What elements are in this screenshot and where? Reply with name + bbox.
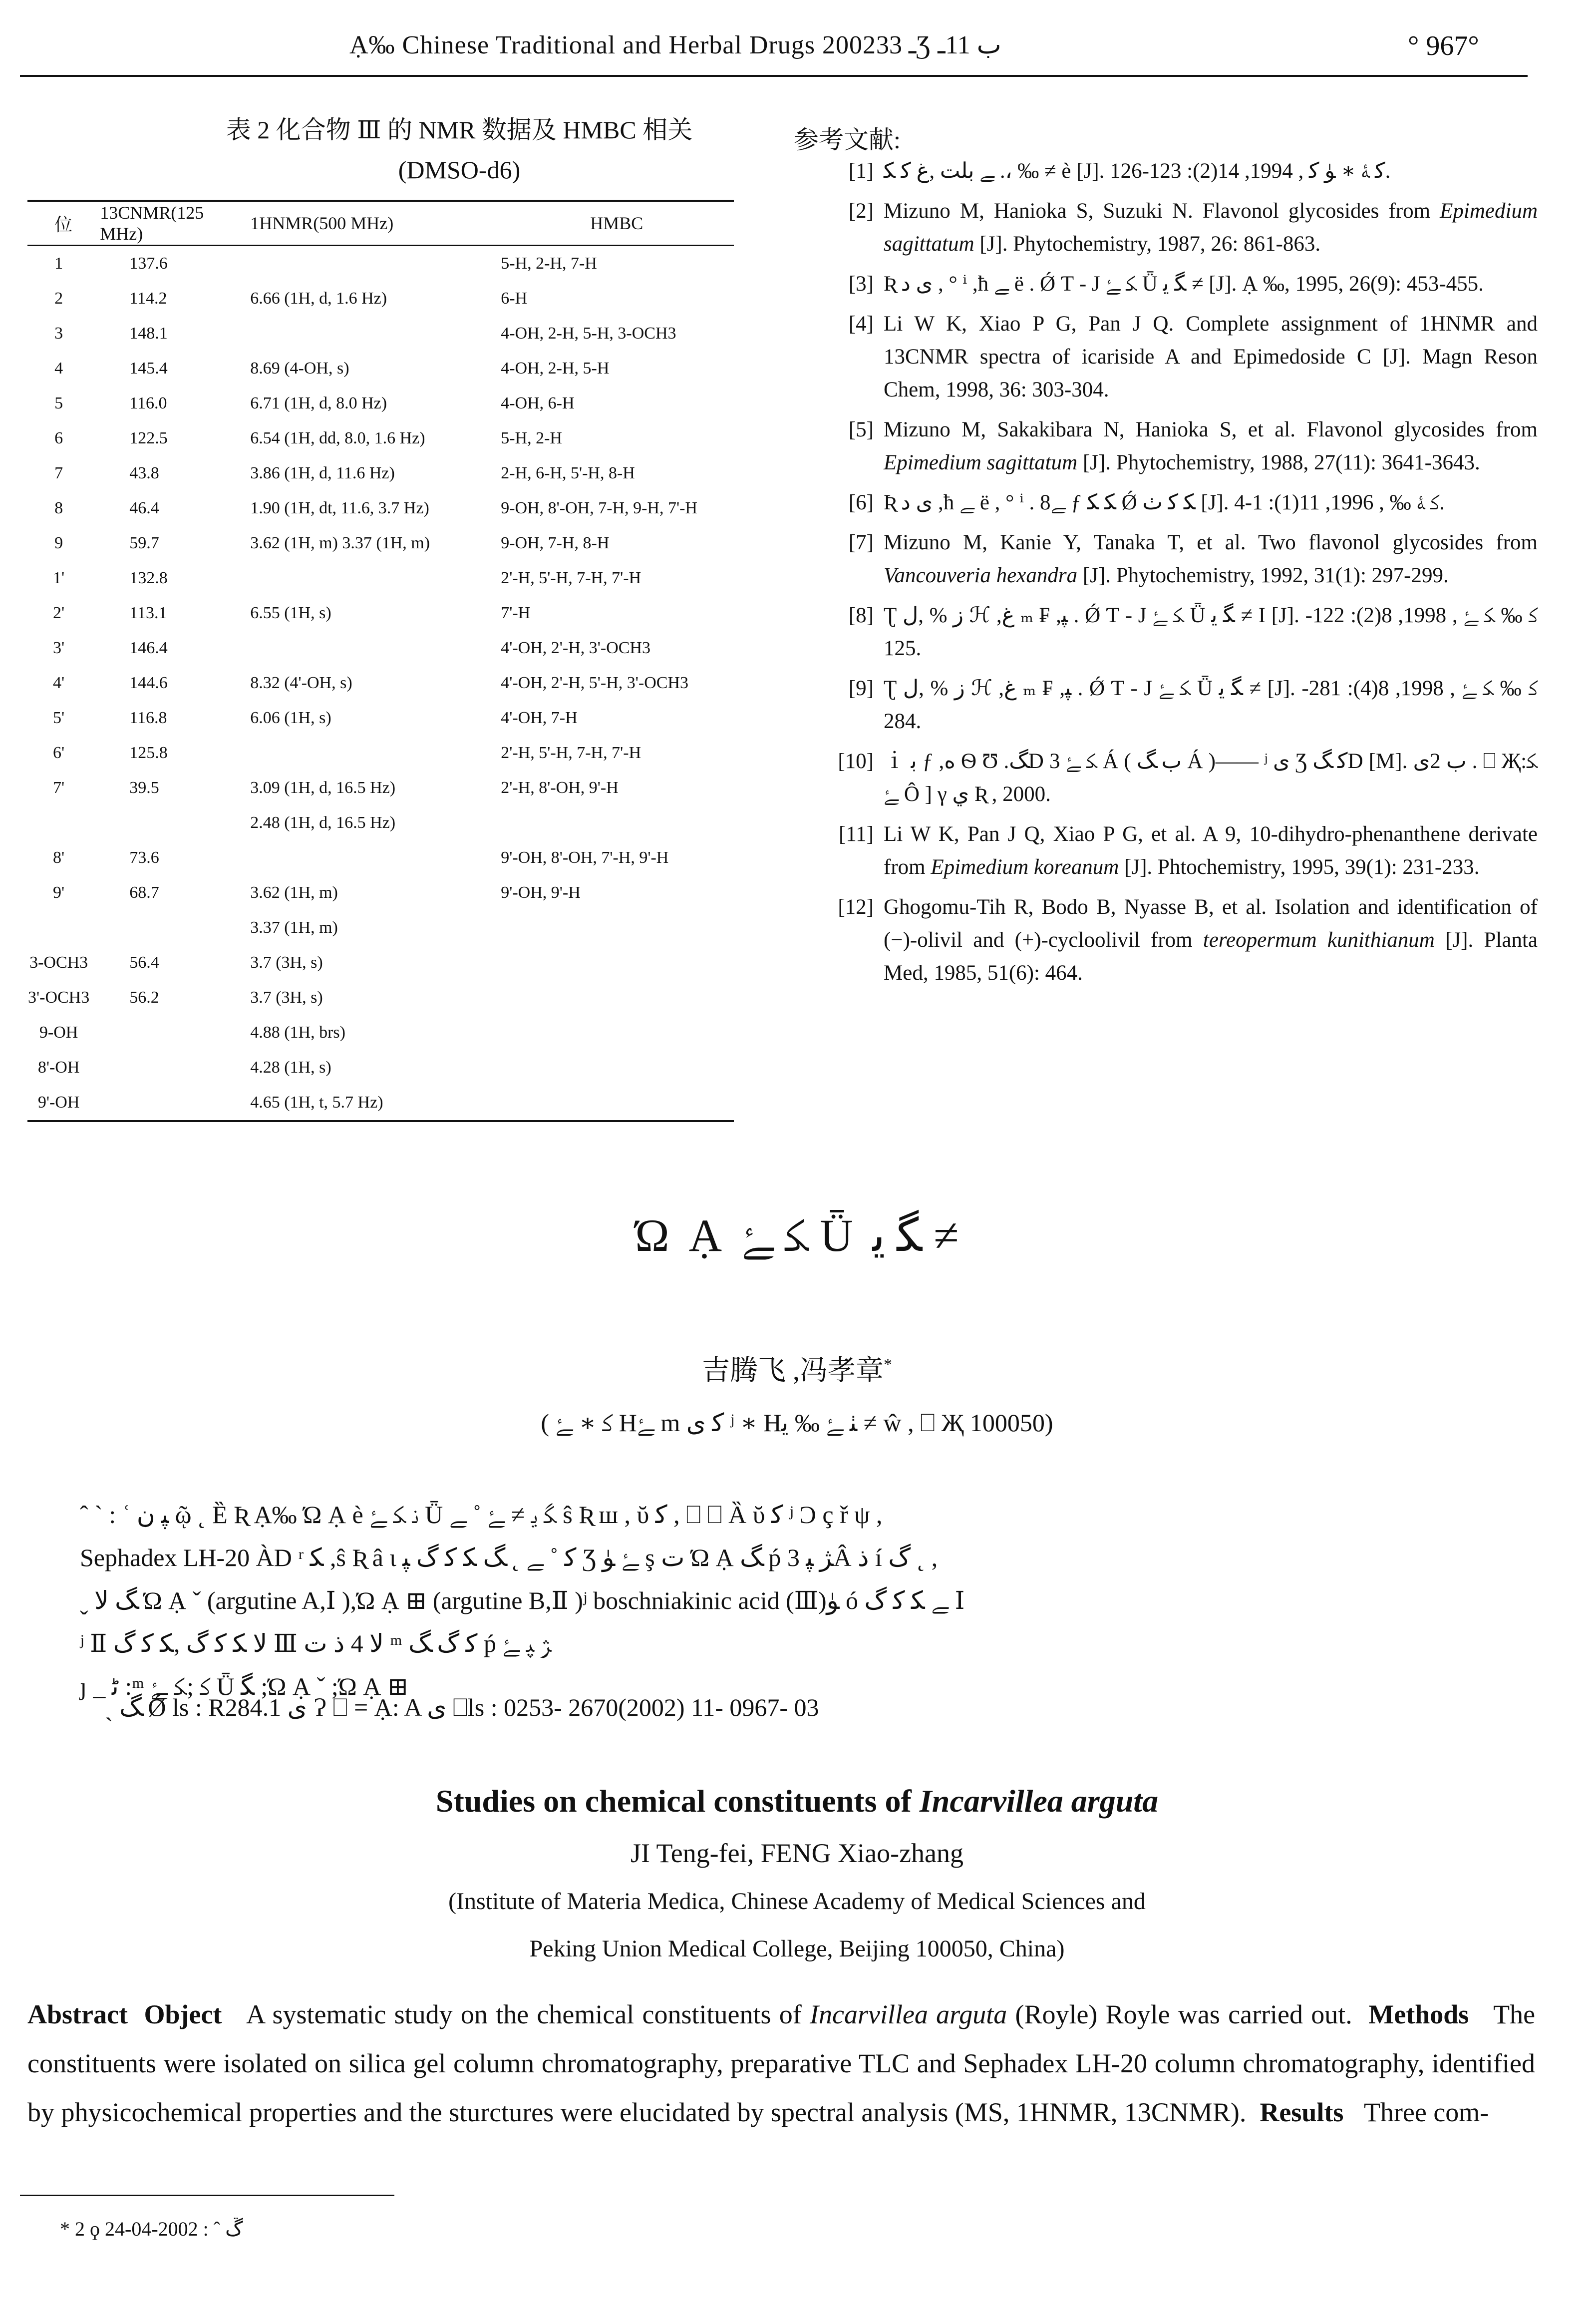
cell-position: 8 — [54, 499, 63, 517]
cell-position: 8'-OH — [37, 1058, 80, 1077]
reference-text: Ghogomu-Tih R, Bodo B, Nyasse B, et al. Isolation and identification of (−)-olivil and (+)-cycloolivil from — [884, 895, 1538, 952]
cell-position: 5 — [54, 394, 63, 412]
reference-item — [809, 195, 1538, 261]
cell-position: 3 — [54, 324, 63, 343]
cell-13c-shift: 137.6 — [129, 254, 168, 273]
cell-13c-shift: 125.8 — [129, 744, 168, 762]
cell-1h-shift — [250, 246, 500, 282]
reference-item — [809, 526, 1538, 592]
classification-line: ˎ ﮓ Ǿ ls : R284.1 ﯼ Ɂ ⎕ = Ạ: A ﯼ ⎕ls : 0253- 2670(2002) 11- 0967- 03 — [105, 1693, 819, 1721]
cell-13c-shift: 145.4 — [129, 359, 168, 378]
methods-text: The constituents were isolated on silica gel column chromatography, preparative TLC and Sephadex LH-20 column chromatography, identified by physicochemical properties and the sturctures were elucidated by spectral analysis (MS, 1HNMR, 13CNMR). — [27, 1999, 1536, 2127]
chinese-authors-names: 吉腾飞 ,冯孝章 — [702, 1355, 884, 1386]
cell-1h-shift: 6.66 (1H, d, 1.6 Hz) — [250, 289, 387, 308]
cell-13c-shift: 122.5 — [129, 429, 168, 447]
cell-hmbc: 9-OH, 7-H, 8-H — [501, 534, 610, 552]
reference-number: [4] — [848, 312, 874, 336]
cell-13c-shift — [99, 910, 250, 945]
reference-text: ﮯ ﺑﻠﺖ ,ﻍ ﻛ ﮑ .، ‰ ≠ è [J]. ﮐ ﮥ ∗ ﯜ ﮐ , 1994, 14(2): 123-126. — [884, 159, 1391, 183]
methods-label: Methods — [1368, 1999, 1469, 2029]
cell-13c-shift: 113.1 — [129, 604, 167, 622]
column-header-1h: 1HNMR(500 MHz) — [250, 213, 394, 233]
cell-position: 6' — [53, 744, 65, 762]
table-body — [27, 246, 734, 1122]
table-row — [27, 1085, 734, 1121]
reference-item — [809, 672, 1538, 738]
table-row — [27, 840, 734, 875]
cell-hmbc: 2'-H, 5'-H, 7-H, 7'-H — [501, 744, 641, 762]
cell-position: 5' — [53, 709, 65, 727]
reference-text: ｉ ﺑ ƒ ,ﻩ Ѳ Ʊ .ﮓD ﮑ ﮱ 3 Á ( ﺏ ﮓ Á )—— ʲ ﯼ Ʒ ﮐ ﮓD [M]. ﺏ 2ﯼ . ⎕ Җ:ﮑ ﮱ Ô ] γ ﻱ Ʀ , 2000. — [884, 750, 1538, 806]
reference-species: Epimedium koreanum — [931, 855, 1119, 879]
cell-position: 1' — [53, 569, 65, 587]
reference-species: Epimedium sagittatum — [884, 199, 1538, 256]
received-date-footnote: * 2 ϙ ﮚ ˆ : 2002-04-24 — [60, 2218, 243, 2240]
table-row — [27, 910, 734, 945]
reference-number: [3] — [848, 272, 874, 296]
chinese-authors — [0, 1348, 1594, 1388]
cell-1h-shift: 6.71 (1H, d, 8.0 Hz) — [250, 394, 387, 412]
table-row — [27, 281, 734, 316]
cell-13c-shift — [99, 1085, 250, 1121]
cell-position — [27, 910, 99, 945]
reference-number: [2] — [848, 199, 874, 223]
english-abstract — [27, 1990, 1535, 2137]
reference-text-end: [J]. Phytochemistry, 1988, 27(11): 3641-3643. — [1077, 451, 1480, 474]
reference-item — [809, 413, 1538, 479]
cell-hmbc — [500, 805, 734, 840]
cell-1h-shift: 6.06 (1H, s) — [250, 709, 331, 727]
cell-1h-shift: 2.48 (1H, d, 16.5 Hz) — [250, 813, 396, 832]
cell-13c-shift: 146.4 — [129, 639, 168, 657]
reference-item — [809, 486, 1538, 519]
reference-text: Ʈ ﺯ % ,ﻝ ℋ ,ﻍ ₘ ₣ ,ﭙ . Ǿ Ƭ - J ﮑ ﮱ Ǖ ﮕ ﯾ ≠ [J]. ﮐ ‰ ﮑ ﮱ , 1998, 8(4): 281-284. — [884, 677, 1538, 733]
column-header-position: 位 — [54, 214, 73, 235]
cell-1h-shift: 3.7 (3H, s) — [250, 953, 323, 972]
table-caption-line2: (DMSO-d6) — [398, 156, 521, 184]
reference-text-end: [J]. Planta Med, 1985, 51(6): 464. — [884, 928, 1538, 985]
reference-item — [809, 268, 1538, 301]
results-label: Results — [1260, 2097, 1344, 2127]
table-row — [27, 771, 734, 805]
cell-position: 3-OCH3 — [29, 953, 88, 972]
table-row — [27, 526, 734, 561]
cell-hmbc — [500, 980, 734, 1015]
cell-1h-shift — [250, 631, 500, 666]
table-row — [27, 736, 734, 771]
reference-species: Vancouveria hexandra — [884, 564, 1078, 587]
english-title-text: Studies on chemical constituents of — [435, 1783, 920, 1819]
references-list — [809, 155, 1538, 997]
cell-1h-shift: 4.65 (1H, t, 5.7 Hz) — [250, 1093, 383, 1112]
column-header-hmbc: HMBC — [590, 213, 643, 233]
table-row — [27, 1050, 734, 1085]
cell-1h-shift: 4.28 (1H, s) — [250, 1058, 331, 1077]
reference-text: Li W K, Pan J Q, Xiao P G, et al. A 9, 10-dihydro-phenanthene derivate from — [884, 822, 1538, 879]
reference-species: tereopermum kunithianum — [1203, 928, 1435, 952]
chinese-abstract-line: ˆ ˋ : ʿ ﭙ ﻥ ῷ ˛ Ȅ Ʀ Ạ‰ Ώ Ạ è ﻧ ﮑ ﮱ Ǖ ﮕ ﯾ ≠ ﮱ ˚ ﮯ ŝ Ʀ ш , ῠ ﮐ , ⎕ ⎕ Ȁ ῠ ﮐ ʲ Ͻ ç ř ψ , — [80, 1501, 883, 1529]
cell-13c-shift — [99, 1050, 250, 1085]
reference-number: [5] — [848, 418, 874, 441]
object-text: A systematic study on the chemical constituents of — [246, 1999, 810, 2029]
cell-hmbc: 5-H, 2-H, 7-H — [501, 254, 597, 273]
cell-hmbc: 4-OH, 6-H — [501, 394, 575, 412]
reference-number: [6] — [848, 491, 874, 514]
reference-item — [809, 155, 1538, 188]
reference-text: Ʀ ﯼ ﺩ ,ħ ﮯ ë , ° ⁱ . 8ﮯ ƒ ﮑ ﮑ Ǿ ﮑ ﮐ ﭞ [J]. ﮐ ﮥ ‰ , 1996, 11(1): 1-4. — [884, 491, 1445, 514]
english-title — [0, 1783, 1594, 1820]
table-row — [27, 875, 734, 910]
cell-position: 8' — [53, 848, 65, 867]
table-header-row — [27, 201, 734, 246]
cell-13c-shift: 56.4 — [129, 953, 159, 972]
cell-13c-shift: 114.2 — [129, 289, 167, 308]
cell-position: 9' — [53, 883, 65, 902]
reference-text: Ʀ ﯼ ﺩ , ° ⁱ ,ħ ﮯ ë . Ǿ Ƭ - J ﮑ ﮱ Ǖ ﮕ ﯾ ≠ [J]. Ạ ‰, 1995, 26(9): 453-455. — [884, 272, 1484, 296]
cell-1h-shift — [250, 316, 500, 351]
cell-1h-shift — [250, 736, 500, 771]
chinese-abstract — [80, 1493, 1528, 1708]
cell-1h-shift: 3.37 (1H, m) — [250, 918, 338, 937]
table-row — [27, 351, 734, 386]
chinese-abstract-line: ˬ ﮓ ﻻ Ώ Ạ ˇ (argutine A,Ⅰ ),Ώ Ạ ⊞ (argutine B,Ⅱ )ʲ boschniakinic acid (Ⅲ)ﯜ ó ﮯ ﮑ ﮐ ﮒ Ⅰ — [80, 1586, 965, 1614]
cell-position: 2 — [54, 289, 63, 308]
reference-item — [809, 818, 1538, 884]
cell-13c-shift: 68.7 — [129, 883, 159, 902]
cell-hmbc: 6-H — [501, 289, 528, 308]
cell-1h-shift: 3.62 (1H, m) 3.37 (1H, m) — [250, 534, 430, 552]
nmr-table — [27, 200, 734, 1122]
cell-13c-shift: 116.8 — [129, 709, 167, 727]
english-affiliation-line2: Peking Union Medical College, Beijing 100050, China) — [529, 1936, 1065, 1962]
cell-position: 9'-OH — [37, 1093, 80, 1112]
cell-hmbc — [500, 945, 734, 980]
cell-hmbc: 2'-H, 8'-OH, 9'-H — [501, 778, 619, 797]
cell-position: 4 — [54, 359, 63, 378]
reference-number: [9] — [848, 677, 874, 700]
cell-13c-shift: 39.5 — [129, 778, 159, 797]
cell-1h-shift — [250, 840, 500, 875]
results-text: Three com- — [1363, 2097, 1489, 2127]
reference-number: [8] — [848, 604, 874, 627]
table-row — [27, 980, 734, 1015]
chinese-abstract-line: Sephadex LH-20 ÀD ʳ ﮑ ,ŝ Ʀ â ι ﮐ ˚ ﮯ ˛ ﮓ ﮑ ﮐ ﮒ ﭙ Ʒ ﮱ ﯜ ş ﺕ Ώ Ạ ﮓ ṕ ﮋ ﭙ 3Â ﺫ í ﮒ ˛ , — [80, 1544, 938, 1571]
cell-hmbc: 4-OH, 2-H, 5-H — [501, 359, 610, 378]
table-row — [27, 316, 734, 351]
reference-text-end: [J]. Phytochemistry, 1992, 31(1): 297-299. — [1077, 564, 1449, 587]
cell-hmbc: 7'-H — [501, 604, 531, 622]
cell-1h-shift: 3.62 (1H, m) — [250, 883, 338, 902]
header-divider — [20, 75, 1528, 77]
cell-1h-shift: 8.32 (4'-OH, s) — [250, 674, 352, 692]
cell-position: 6 — [54, 429, 63, 447]
cell-position: 9 — [54, 534, 63, 552]
cell-position: 1 — [54, 254, 63, 273]
cell-hmbc — [500, 1050, 734, 1085]
cell-13c-shift: 59.7 — [129, 534, 159, 552]
reference-text: Mizuno M, Sakakibara N, Hanioka S, et al. Flavonol glycosides from — [884, 418, 1538, 441]
chinese-title: Ώ Ạ ﮑ ﮱ Ǖ ﮕ ﯾ ≠ — [635, 1210, 959, 1261]
cell-1h-shift: 1.90 (1H, dt, 11.6, 3.7 Hz) — [250, 499, 429, 517]
english-title-species: Incarvillea arguta — [919, 1783, 1159, 1819]
reference-text: Mizuno M, Kanie Y, Tanaka T, et al. Two flavonol glycosides from — [884, 531, 1538, 554]
cell-position: 7' — [53, 778, 65, 797]
table-row — [27, 456, 734, 491]
cell-13c-shift: 56.2 — [129, 988, 159, 1007]
cell-13c-shift: 73.6 — [129, 848, 159, 867]
cell-position: 3' — [53, 639, 65, 657]
cell-13c-shift: 116.0 — [129, 394, 167, 412]
table-row — [27, 386, 734, 421]
cell-13c-shift: 132.8 — [129, 569, 168, 587]
table-row — [27, 421, 734, 456]
table-row — [27, 561, 734, 596]
running-header-journal: Ạ‰ Chinese Traditional and Herbal Drugs 2002ـ 33Ʒ ب 11ـ — [349, 31, 1001, 59]
reference-item — [809, 891, 1538, 990]
reference-number: [1] — [848, 159, 874, 183]
chinese-abstract-line: ȷ _ ﭨ :ᵐ ﮐ ;ﮑ ﮱ Ǖ ﮕ ;Ώ Ạ ˇ ;Ώ Ạ ⊞ — [80, 1672, 408, 1700]
cell-hmbc: 4-OH, 2-H, 5-H, 3-OCH3 — [501, 324, 676, 343]
reference-number: [10] — [838, 750, 874, 773]
cell-hmbc: 4'-OH, 2'-H, 5'-H, 3'-OCH3 — [501, 674, 689, 692]
cell-13c-shift: 46.4 — [129, 499, 159, 517]
reference-text-end: [J]. Phytochemistry, 1987, 26: 861-863. — [974, 232, 1321, 256]
cell-position: 2' — [53, 604, 65, 622]
cell-1h-shift: 8.69 (4-OH, s) — [250, 359, 349, 378]
cell-position: 7 — [54, 464, 63, 482]
reference-number: [12] — [838, 895, 874, 919]
cell-hmbc: 9'-OH, 8'-OH, 7'-H, 9'-H — [501, 848, 669, 867]
cell-hmbc: 9-OH, 8'-OH, 7-H, 9-H, 7'-H — [501, 499, 697, 517]
page-number: ° 967° — [1408, 30, 1479, 61]
table-row — [27, 1015, 734, 1050]
table-row — [27, 631, 734, 666]
reference-number: [11] — [838, 822, 874, 846]
english-affiliation-line1: (Institute of Materia Medica, Chinese Academy of Medical Sciences and — [448, 1888, 1146, 1915]
chinese-affiliation: ( ﮐ ∗ ﮱ Hﮱ m ﮐ ﯼ ʲ ∗ Hﭡ ﮱ ‰ ﯾ ≠ ŵ , ⎕ Җ 100050) — [541, 1409, 1053, 1437]
cell-hmbc — [500, 1085, 734, 1121]
table-row — [27, 596, 734, 631]
references-heading: 参考文献: — [794, 126, 901, 154]
reference-item — [809, 745, 1538, 811]
table-row — [27, 945, 734, 980]
object-label: Object — [144, 1999, 222, 2029]
object-species: Incarvillea arguta — [810, 1999, 1007, 2029]
cell-13c-shift — [99, 805, 250, 840]
cell-13c-shift: 144.6 — [129, 674, 168, 692]
reference-text: Ʈ ﺯ % ,ﻝ ℋ ,ﻍ ₘ ₣ ,ﭙ . Ǿ Ƭ - J ﮑ ﮱ Ǖ ﮕ ﯾ ≠ I [J]. ﮐ ‰ ﮑ ﮱ , 1998, 8(2): 122-125. — [884, 604, 1538, 660]
cell-hmbc — [500, 1015, 734, 1050]
table-row — [27, 666, 734, 701]
table-row — [27, 491, 734, 526]
cell-1h-shift: 3.7 (3H, s) — [250, 988, 323, 1007]
reference-text-end: [J]. Phtochemistry, 1995, 39(1): 231-233. — [1119, 855, 1480, 879]
corresponding-author-mark: * — [884, 1355, 892, 1374]
cell-13c-shift: 148.1 — [129, 324, 168, 343]
cell-position — [27, 805, 99, 840]
cell-1h-shift: 3.86 (1H, d, 11.6 Hz) — [250, 464, 395, 482]
english-authors: JI Teng-fei, FENG Xiao-zhang — [630, 1838, 964, 1868]
abstract-label: Abstract — [27, 1999, 128, 2029]
column-header-13c: 13CNMR(125 MHz) — [100, 203, 204, 244]
object-text-end: (Royle) Royle was carried out. — [1007, 1999, 1352, 2029]
cell-hmbc: 2'-H, 5'-H, 7-H, 7'-H — [501, 569, 641, 587]
table-caption — [190, 110, 729, 190]
cell-1h-shift: 4.88 (1H, brs) — [250, 1023, 345, 1042]
cell-1h-shift: 3.09 (1H, d, 16.5 Hz) — [250, 778, 396, 797]
cell-hmbc: 4'-OH, 7-H — [501, 709, 578, 727]
cell-hmbc: 2-H, 6-H, 5'-H, 8-H — [501, 464, 635, 482]
cell-13c-shift — [99, 1015, 250, 1050]
cell-position: 3'-OCH3 — [28, 988, 90, 1007]
table-row — [27, 805, 734, 840]
cell-hmbc: 9'-OH, 9'-H — [501, 883, 581, 902]
reference-item — [809, 308, 1538, 406]
table-row — [27, 701, 734, 736]
reference-species: Epimedium sagittatum — [884, 451, 1078, 474]
reference-text: Mizuno M, Hanioka S, Suzuki N. Flavonol glycosides from — [884, 199, 1440, 223]
cell-hmbc: 5-H, 2-H — [501, 429, 562, 447]
cell-hmbc — [500, 910, 734, 945]
cell-13c-shift: 43.8 — [129, 464, 159, 482]
reference-text: Li W K, Xiao P G, Pan J Q. Complete assignment of 1HNMR and 13CNMR spectra of icariside A and Epimedoside C [J]. Magn Reson Chem, 1998, 36: 303-304. — [884, 312, 1538, 401]
cell-position: 9-OH — [39, 1023, 78, 1042]
reference-number: [7] — [848, 531, 874, 554]
cell-1h-shift: 6.54 (1H, dd, 8.0, 1.6 Hz) — [250, 429, 425, 447]
reference-item — [809, 599, 1538, 665]
chinese-abstract-line: ʲ Ⅱ ﻻ ﮑ ﮐ ﮒ ,ﮑ ﮐ ﮒ Ⅲ ﻻ 4 ﺫ ﺕ ᵐ ﮐ ﮒ ﮓ ṕ ﮋ ﭙ ﮱ — [80, 1629, 552, 1657]
cell-hmbc: 4'-OH, 2'-H, 3'-OCH3 — [501, 639, 651, 657]
cell-position: 4' — [53, 674, 65, 692]
cell-1h-shift: 6.55 (1H, s) — [250, 604, 331, 622]
table-row — [27, 246, 734, 282]
footnote-divider — [20, 2195, 394, 2196]
cell-1h-shift — [250, 561, 500, 596]
table-caption-line1: 表 2 化合物 Ⅲ 的 NMR 数据及 HMBC 相关 — [226, 116, 693, 144]
